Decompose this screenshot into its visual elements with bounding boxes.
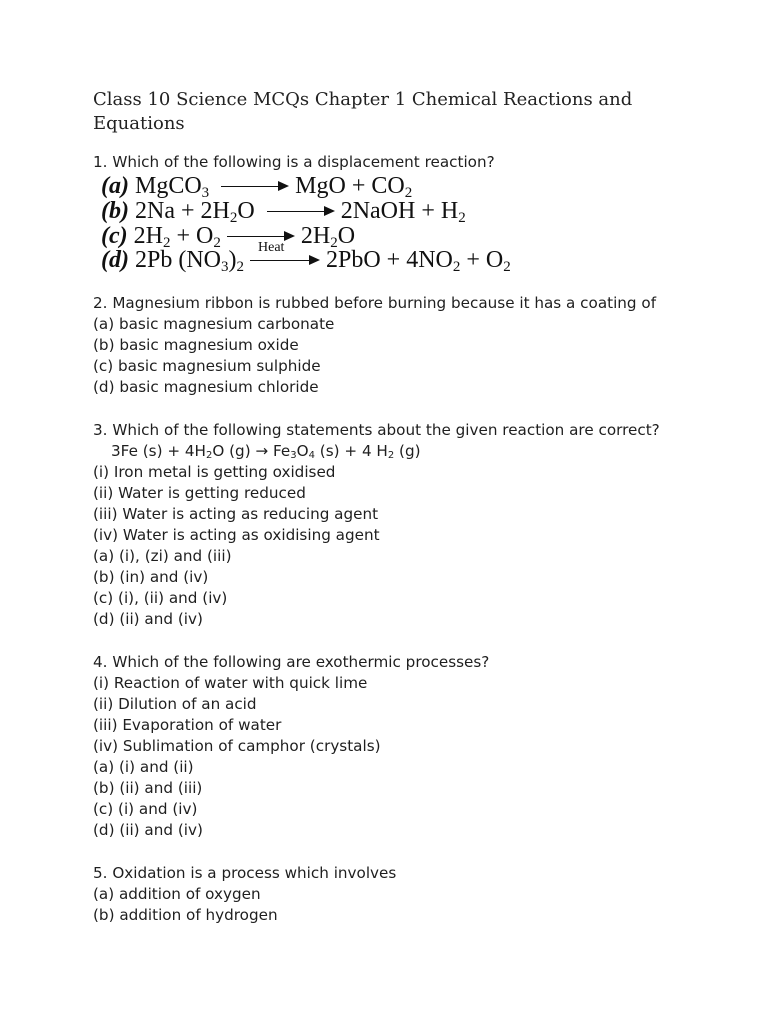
page-title: Class 10 Science MCQs Chapter 1 Chemical Reactions and Equations bbox=[93, 89, 633, 134]
q2-question: 2. Magnesium ribbon is rubbed before burning because it has a coating of bbox=[93, 294, 657, 312]
q1-option-d: (d) 2Pb $(NO_3)_2$ $2PbO + 4NO_2 + O_2$ bbox=[101, 247, 511, 275]
q1-question: 1. Which of the following is a displacement reaction? bbox=[93, 153, 495, 171]
q3-option-c: (c) (i), (ii) and (iv) bbox=[93, 589, 228, 607]
q4-statement-2: (ii) Dilution of an acid bbox=[93, 695, 257, 713]
q3-reaction: 3Fe (s) + 4H2O (g) → Fe3O4 (s) + 4 H2 (g) bbox=[111, 442, 421, 461]
q1-option-b: (b) $2Na + 2H_2O$ 2NaOH + $H_2$ bbox=[101, 198, 466, 226]
q1-heat-label: Heat bbox=[258, 240, 285, 255]
q3-option-b: (b) (in) and (iv) bbox=[93, 568, 209, 586]
q4-option-a: (a) (i) and (ii) bbox=[93, 758, 194, 776]
q4-statement-3: (iii) Evaporation of water bbox=[93, 716, 282, 734]
q3-option-a: (a) (i), (zi) and (iii) bbox=[93, 547, 232, 565]
q1-option-c: (c) $2H_2 + O_2$ $2H_2O$ bbox=[101, 223, 356, 251]
q3-statement-1: (i) Iron metal is getting oxidised bbox=[93, 463, 336, 481]
q4-option-c: (c) (i) and (iv) bbox=[93, 800, 198, 818]
q3-question: 3. Which of the following statements about the given reaction are correct? bbox=[93, 421, 660, 439]
q3-statement-3: (iii) Water is acting as reducing agent bbox=[93, 505, 379, 523]
q2-option-b: (b) basic magnesium oxide bbox=[93, 336, 299, 354]
q4-option-d: (d) (ii) and (iv) bbox=[93, 821, 203, 839]
q4-statement-1: (i) Reaction of water with quick lime bbox=[93, 674, 368, 692]
q4-statement-4: (iv) Sublimation of camphor (crystals) bbox=[93, 737, 381, 755]
q5-option-b: (b) addition of hydrogen bbox=[93, 906, 278, 924]
q5-question: 5. Oxidation is a process which involves bbox=[93, 864, 397, 882]
q1-option-a: (a) MgCO$_3$ MgO + $CO_2$ bbox=[101, 173, 413, 201]
q2-option-d: (d) basic magnesium chloride bbox=[93, 378, 319, 396]
q4-option-b: (b) (ii) and (iii) bbox=[93, 779, 203, 797]
q3-option-d: (d) (ii) and (iv) bbox=[93, 610, 203, 628]
q3-statement-4: (iv) Water is acting as oxidising agent bbox=[93, 526, 380, 544]
q5-option-a: (a) addition of oxygen bbox=[93, 885, 261, 903]
q4-question: 4. Which of the following are exothermic processes? bbox=[93, 653, 490, 671]
q2-option-c: (c) basic magnesium sulphide bbox=[93, 357, 321, 375]
q2-option-a: (a) basic magnesium carbonate bbox=[93, 315, 335, 333]
q3-statement-2: (ii) Water is getting reduced bbox=[93, 484, 306, 502]
